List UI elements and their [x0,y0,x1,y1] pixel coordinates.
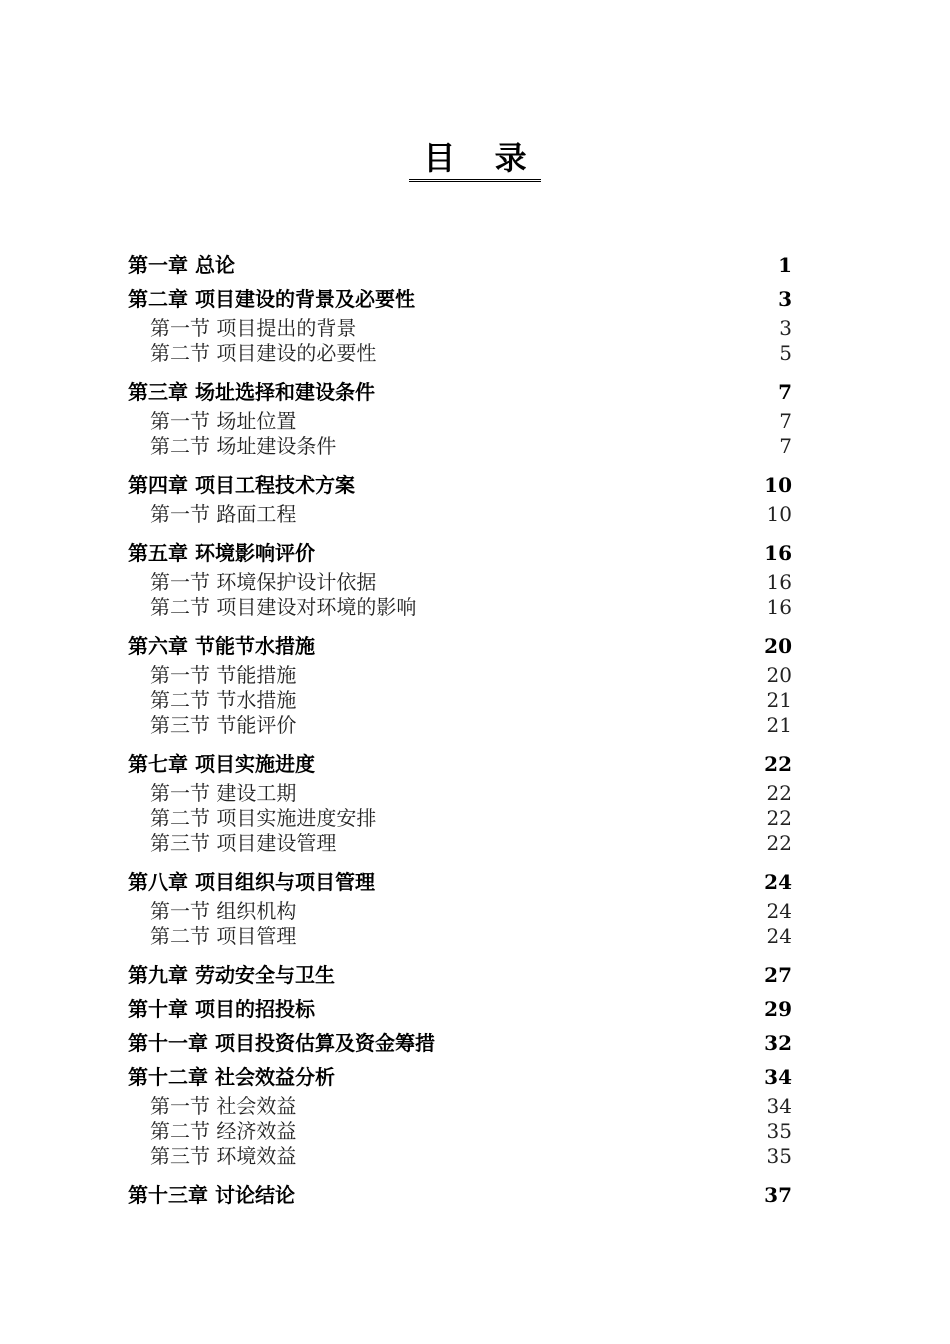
toc-chapter-label: 第三章 场址选择和建设条件 [128,380,375,404]
toc-section-label: 第二节 节水措施 [150,688,297,712]
toc-section-entry[interactable] [128,1119,792,1144]
toc-section-entry[interactable] [128,1094,792,1119]
toc-page-number: 10 [764,473,792,497]
toc-page-number: 37 [764,1183,792,1207]
toc-section-entry[interactable] [128,899,792,924]
toc-page-number: 16 [766,570,792,594]
toc-page-number: 16 [764,541,792,565]
toc-page-number: 32 [764,1031,792,1055]
toc-section-label: 第一节 路面工程 [150,502,297,526]
toc-section-label: 第三节 节能评价 [150,713,297,737]
toc-page-number: 24 [764,870,792,894]
toc-section-entry[interactable] [128,831,792,856]
toc-page-number: 16 [766,595,792,619]
toc-page-number: 10 [766,502,792,526]
toc-section-entry[interactable] [128,341,792,366]
toc-chapter-label: 第四章 项目工程技术方案 [128,473,355,497]
toc-page-number: 5 [779,341,792,365]
toc-title-text: 目 录 [409,139,540,182]
toc-section-entry[interactable] [128,409,792,434]
toc-chapter-entry[interactable] [128,1026,792,1060]
toc-section-label: 第二节 场址建设条件 [150,434,337,458]
toc-chapter-label: 第七章 项目实施进度 [128,752,315,776]
toc-page-number: 24 [766,899,792,923]
toc-page-number: 24 [766,924,792,948]
toc-section-label: 第二节 项目建设的必要性 [150,341,377,365]
toc-chapter-entry[interactable] [128,248,792,282]
toc-page-number: 21 [766,688,792,712]
toc-chapter-label: 第二章 项目建设的背景及必要性 [128,287,415,311]
toc-chapter-label: 第十章 项目的招投标 [128,997,315,1021]
table-of-contents [128,248,792,1212]
toc-page-number: 35 [766,1144,792,1168]
toc-page-number: 7 [779,434,792,458]
toc-section-label: 第一节 项目提出的背景 [150,316,357,340]
toc-page-number: 20 [764,634,792,658]
toc-chapter-entry[interactable] [128,375,792,409]
toc-chapter-label: 第六章 节能节水措施 [128,634,315,658]
toc-section-entry[interactable] [128,595,792,620]
toc-section-label: 第一节 环境保护设计依据 [150,570,377,594]
toc-section-entry[interactable] [128,688,792,713]
toc-page-number: 7 [778,380,792,404]
toc-chapter-label: 第一章 总论 [128,253,235,277]
toc-chapter-entry[interactable] [128,992,792,1026]
toc-section-label: 第一节 社会效益 [150,1094,297,1118]
toc-section-label: 第二节 项目建设对环境的影响 [150,595,417,619]
toc-section-entry[interactable] [128,663,792,688]
toc-page-number: 20 [766,663,792,687]
toc-section-entry[interactable] [128,806,792,831]
toc-section-label: 第二节 项目实施进度安排 [150,806,377,830]
toc-title [0,138,950,182]
toc-section-label: 第一节 节能措施 [150,663,297,687]
toc-chapter-entry[interactable] [128,282,792,316]
toc-section-entry[interactable] [128,713,792,738]
toc-section-label: 第一节 场址位置 [150,409,297,433]
toc-section-entry[interactable] [128,570,792,595]
toc-page-number: 7 [779,409,792,433]
toc-page-number: 27 [764,963,792,987]
toc-section-entry[interactable] [128,316,792,341]
toc-section-entry[interactable] [128,1144,792,1169]
toc-section-label: 第一节 建设工期 [150,781,297,805]
toc-page-number: 34 [766,1094,792,1118]
toc-page-number: 22 [766,806,792,830]
toc-page-number: 3 [778,287,792,311]
toc-section-label: 第一节 组织机构 [150,899,297,923]
toc-chapter-label: 第五章 环境影响评价 [128,541,315,565]
toc-chapter-entry[interactable] [128,629,792,663]
toc-section-label: 第三节 项目建设管理 [150,831,337,855]
toc-page-number: 22 [766,781,792,805]
toc-chapter-label: 第九章 劳动安全与卫生 [128,963,335,987]
toc-section-entry[interactable] [128,781,792,806]
toc-section-label: 第三节 环境效益 [150,1144,297,1168]
toc-chapter-entry[interactable] [128,958,792,992]
toc-page-number: 1 [778,253,792,277]
toc-page-number: 29 [764,997,792,1021]
toc-section-entry[interactable] [128,434,792,459]
toc-chapter-entry[interactable] [128,865,792,899]
toc-page-number: 22 [766,831,792,855]
toc-chapter-label: 第十三章 讨论结论 [128,1183,295,1207]
toc-chapter-entry[interactable] [128,747,792,781]
toc-section-entry[interactable] [128,502,792,527]
toc-section-label: 第二节 项目管理 [150,924,297,948]
toc-chapter-label: 第十二章 社会效益分析 [128,1065,335,1089]
toc-page-number: 3 [779,316,792,340]
toc-chapter-entry[interactable] [128,1060,792,1094]
toc-chapter-entry[interactable] [128,1178,792,1212]
toc-chapter-entry[interactable] [128,468,792,502]
toc-chapter-label: 第十一章 项目投资估算及资金筹措 [128,1031,435,1055]
toc-chapter-entry[interactable] [128,536,792,570]
toc-page-number: 34 [764,1065,792,1089]
toc-page-number: 21 [766,713,792,737]
toc-section-label: 第二节 经济效益 [150,1119,297,1143]
toc-page-number: 22 [764,752,792,776]
toc-page-number: 35 [766,1119,792,1143]
toc-section-entry[interactable] [128,924,792,949]
toc-chapter-label: 第八章 项目组织与项目管理 [128,870,375,894]
